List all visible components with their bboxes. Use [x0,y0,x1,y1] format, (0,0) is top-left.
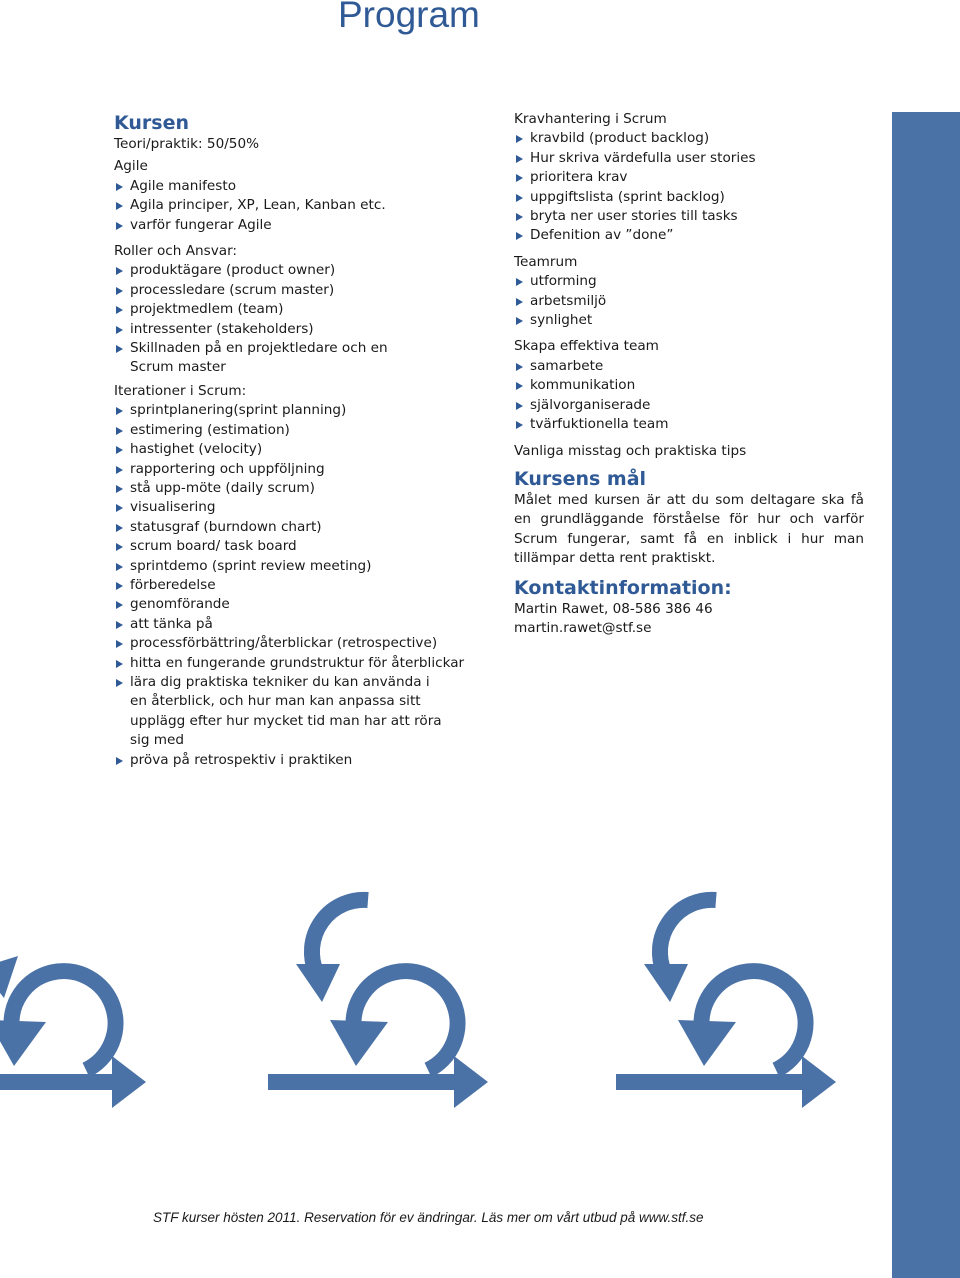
list-item: estimering (estimation) [114,421,494,440]
agile-group [114,157,494,235]
list-item: lära dig praktiska tekniker du kan använda i en återblick, och hur man kan anpassa sitt upplägg efter hur mycket tid man har att röra sig med [114,673,448,751]
requirements-group [514,110,864,246]
list-item: synlighet [514,311,864,330]
list-item: kommunikation [514,376,864,395]
agile-list [114,177,494,235]
contact-heading: Kontaktinformation: [514,576,732,599]
list-item: stå upp-möte (daily scrum) [114,479,494,498]
tips-line: Vanliga misstag och praktiska tips [514,442,747,459]
list-item: Agile manifesto [114,177,494,196]
list-item: intressenter (stakeholders) [114,320,494,339]
list-item: hitta en fungerande grundstruktur för återblickar [114,654,494,673]
contact-email: martin.rawet@stf.se [514,619,652,636]
list-item: hastighet (velocity) [114,440,494,459]
group-heading: Agile [114,158,148,175]
list-item: Defenition av ”done” [514,226,864,245]
theory-practice-ratio: Teori/praktik: 50/50% [114,136,260,152]
group-heading: Kravhantering i Scrum [514,111,667,127]
list-item: Agila principer, XP, Lean, Kanban etc. [114,196,494,215]
group-heading: Teamrum [514,253,578,270]
list-item: sprintdemo (sprint review meeting) [114,557,494,576]
list-item: kravbild (product backlog) [514,129,864,148]
list-item: uppgiftslista (sprint backlog) [514,188,864,207]
group-heading: Skapa effektiva team [514,338,659,355]
goal-text: Målet med kursen är att du som deltagare ska få en grundläggande förståelse för hur och varför Scrum fungerar, samt få en inblick i hur man tillämpar detta rent praktiskt. [514,491,864,567]
list-item: Skillnaden på en projektledare och en Scrum master [114,339,430,378]
list-item: processförbättring/återblickar (retrospective) [114,634,494,653]
list-item: prioritera krav [514,168,864,187]
list-item: pröva på retrospektiv i praktiken [114,751,494,770]
sprint-loop-icon [0,880,146,1120]
teamroom-list [514,272,864,330]
roles-group [114,242,494,378]
list-item: tvärfuktionella team [514,415,864,434]
effective-team-list [514,357,864,435]
iterations-group [114,382,494,770]
side-bar [892,112,960,1278]
list-item: varför fungerar Agile [114,216,494,235]
list-item: scrum board/ task board [114,537,494,556]
kursen-heading: Kursen [114,112,190,134]
effective-team-group [514,337,864,434]
list-item: Hur skriva värdefulla user stories [514,149,864,168]
list-item: statusgraf (burndown chart) [114,518,494,537]
requirements-list [514,129,864,245]
goal-heading: Kursens mål [514,467,647,490]
list-item: arbetsmiljö [514,292,864,311]
list-item: bryta ner user stories till tasks [514,207,864,226]
list-item: genomförande [114,595,494,614]
list-item: produktägare (product owner) [114,261,494,280]
roles-list [114,261,494,377]
kursen-section [114,110,494,774]
right-column [514,110,864,638]
teamroom-group [514,253,864,331]
list-item: rapportering och uppföljning [114,460,494,479]
footer-note: STF kurser hösten 2011. Reservation för ev ändringar. Läs mer om vårt utbud på www.stf.se [153,1210,704,1225]
iterations-list [114,401,494,770]
contact-name-phone: Martin Rawet, 08-586 386 46 [514,600,713,617]
list-item: att tänka på [114,615,494,634]
list-item: visualisering [114,498,494,517]
sprint-loop-icon [268,880,518,1120]
group-heading: Iterationer i Scrum: [114,382,247,399]
list-item: processledare (scrum master) [114,281,494,300]
list-item: självorganiserade [514,396,864,415]
page-title: Program [338,0,480,35]
list-item: samarbete [514,357,864,376]
list-item: utforming [514,272,864,291]
list-item: sprintplanering(sprint planning) [114,401,494,420]
sprint-loop-icon [616,880,866,1120]
group-heading: Roller och Ansvar: [114,243,238,260]
list-item: förberedelse [114,576,494,595]
list-item: projektmedlem (team) [114,300,494,319]
